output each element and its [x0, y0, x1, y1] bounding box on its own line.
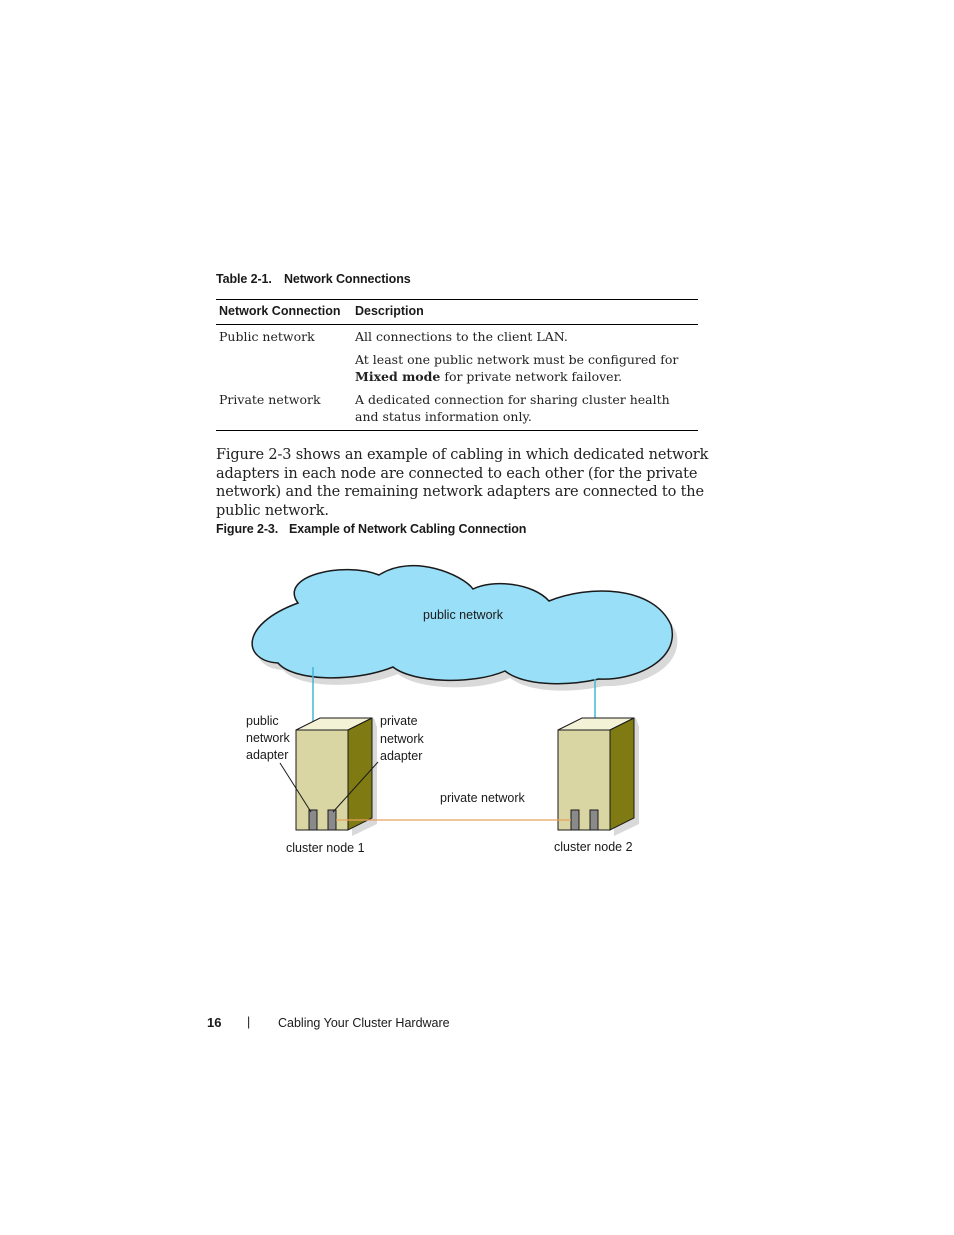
figure-caption-title: Example of Network Cabling Connection	[289, 522, 527, 536]
public-adapter-label-line: network	[246, 731, 290, 745]
node1-private-port	[328, 810, 336, 830]
private-adapter-label	[380, 714, 427, 763]
node1-front	[296, 730, 348, 830]
description-line: A dedicated connection for sharing cluster health and status information only.	[355, 392, 670, 424]
description-line: All connections to the client LAN.	[355, 329, 568, 344]
node2-label: cluster node 2	[554, 840, 633, 854]
cell-connection: Private network	[219, 392, 321, 407]
page-number: 16	[207, 1015, 222, 1030]
body-paragraph: Figure 2-3 shows an example of cabling in which dedicated network adapters in each node are connected to each other (for the private network) and the remaining network adapters are connected to the public network.	[216, 447, 709, 519]
private-adapter-label-line: network	[380, 732, 424, 746]
description-text: for private network failover.	[440, 369, 623, 384]
private-network-label: private network	[440, 791, 525, 805]
figure-caption-number: Figure 2-3.	[216, 522, 279, 536]
footer-title: Cabling Your Cluster Hardware	[278, 1016, 450, 1030]
header-description: Description	[352, 300, 698, 325]
cloud-label: public network	[423, 608, 503, 622]
node2-public-port	[590, 810, 598, 830]
public-adapter-label-line: adapter	[246, 748, 289, 762]
table-caption-title: Network Connections	[284, 272, 411, 286]
private-adapter-label-line: adapter	[380, 749, 423, 763]
cloud-shape	[252, 566, 672, 684]
description-text: At least one public network must be configured for	[355, 352, 679, 367]
cell-connection: Public network	[219, 329, 315, 344]
node2-front	[558, 730, 610, 830]
private-adapter-label-line: private	[380, 714, 418, 728]
node2-side	[610, 718, 634, 830]
node1-label: cluster node 1	[286, 841, 365, 855]
node1-side	[348, 718, 372, 830]
node1-public-port	[309, 810, 317, 830]
mixed-mode-term: Mixed mode	[355, 369, 441, 384]
cluster-node-2	[558, 718, 639, 836]
footer-separator: |	[247, 1015, 251, 1029]
table-caption-number: Table 2-1.	[216, 272, 272, 286]
header-network-connection: Network Connection	[216, 300, 352, 325]
public-adapter-label	[246, 714, 293, 762]
node2-private-port	[571, 810, 579, 830]
public-adapter-label-line: public	[246, 714, 279, 728]
